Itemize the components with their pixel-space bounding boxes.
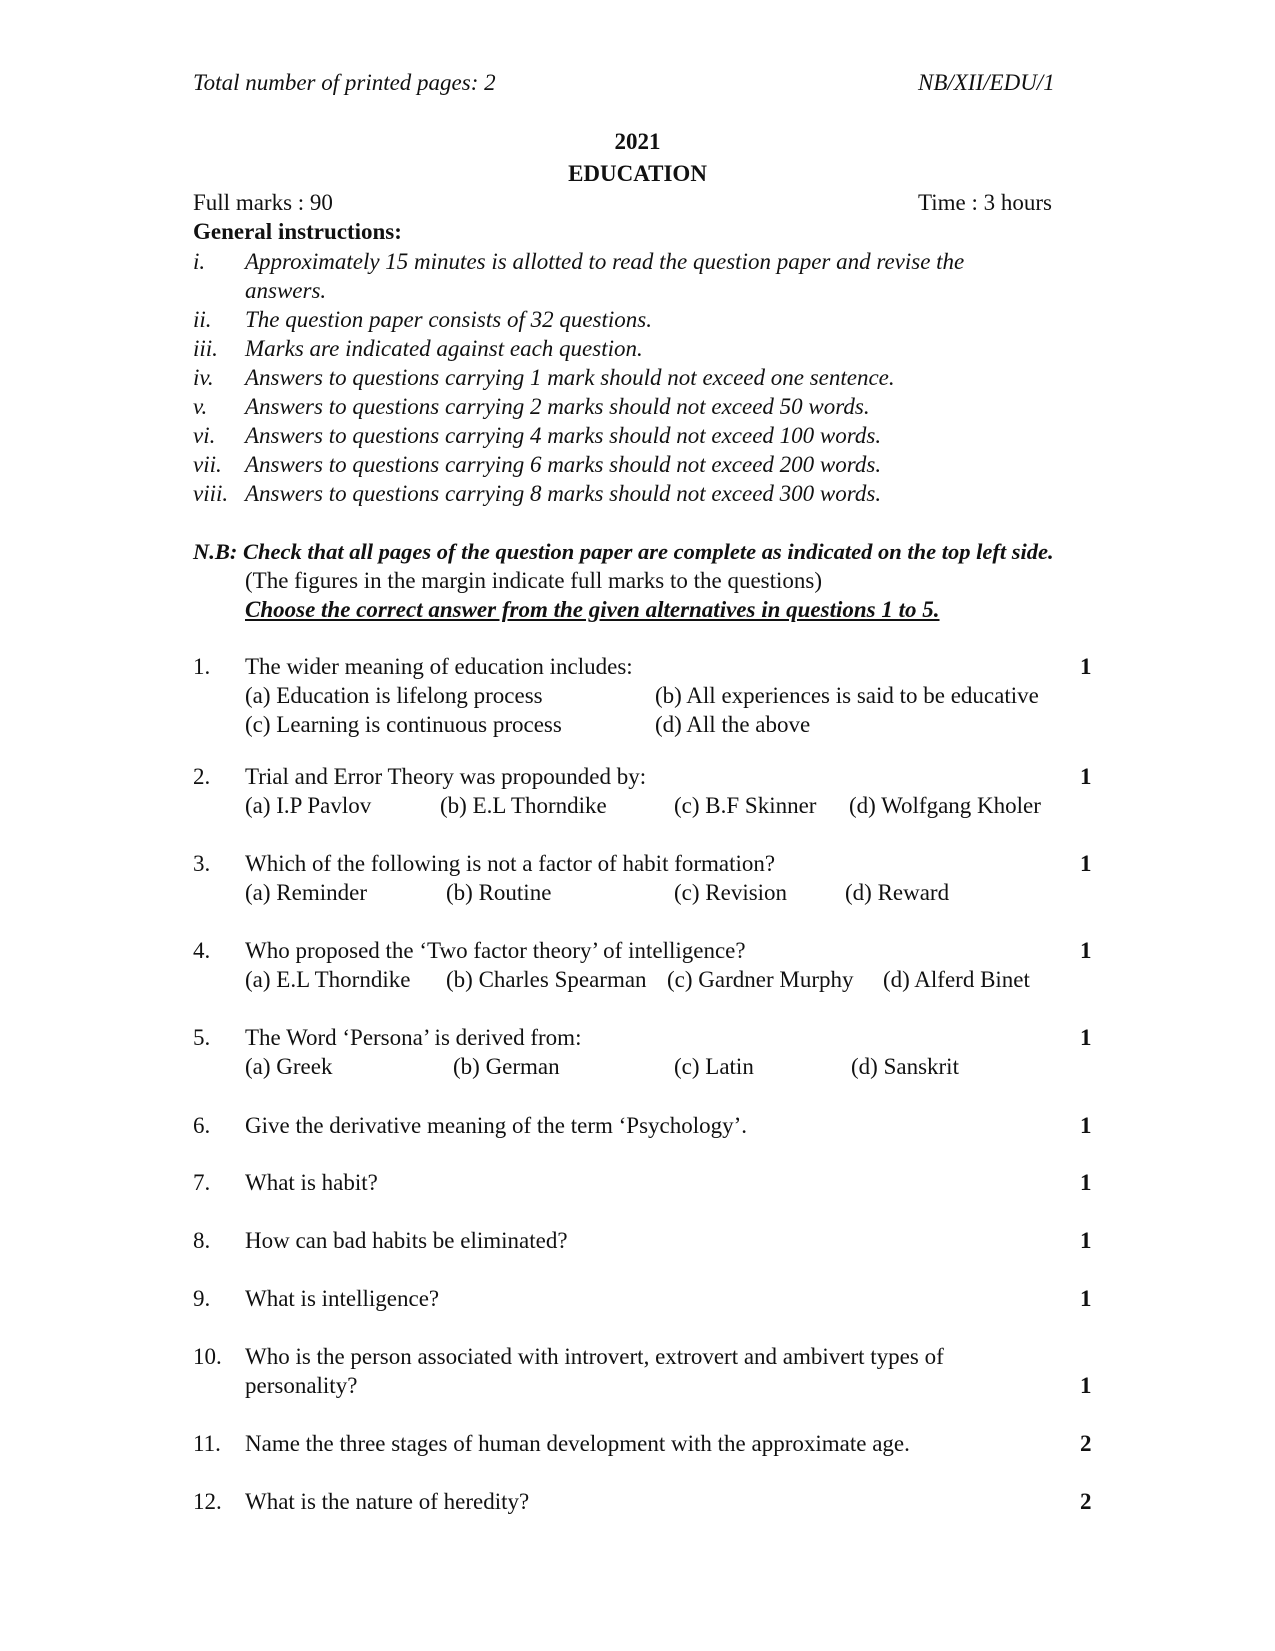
exam-year: 2021 [614, 129, 661, 154]
question-text: The Word ‘Persona’ is derived from: [245, 1025, 582, 1050]
question-text: Which of the following is not a factor of habit formation? [245, 851, 776, 876]
printed-pages-note: Total number of printed pages: 2 [193, 70, 496, 95]
instruction-num: i. [193, 249, 206, 274]
question-text: What is the nature of heredity? [245, 1489, 530, 1514]
instruction-text: Answers to questions carrying 4 marks should not exceed 100 words. [245, 423, 882, 448]
option-c: (c) Revision [674, 880, 788, 905]
option-a: (a) Education is lifelong process [245, 683, 543, 708]
option-b: (b) German [453, 1054, 560, 1079]
instruction-text: The question paper consists of 32 questions. [245, 307, 652, 332]
exam-subject: EDUCATION [568, 161, 707, 186]
option-b: (b) E.L Thorndike [440, 793, 607, 818]
option-c: (c) B.F Skinner [674, 793, 817, 818]
question-text-cont: personality? [245, 1373, 358, 1398]
instruction-num: vii. [193, 452, 222, 477]
question-text: How can bad habits be eliminated? [245, 1228, 568, 1253]
margin-note: (The figures in the margin indicate full marks to the questions) [245, 568, 822, 593]
option-a: (a) Reminder [245, 880, 367, 905]
question-marks: 1 [1080, 1373, 1092, 1398]
instructions-heading: General instructions: [193, 219, 402, 244]
question-text: Who proposed the ‘Two factor theory’ of intelligence? [245, 938, 746, 963]
option-b: (b) All experiences is said to be educative [655, 683, 1039, 708]
question-marks: 2 [1080, 1489, 1092, 1514]
option-a: (a) Greek [245, 1054, 333, 1079]
option-d: (d) Alferd Binet [883, 967, 1030, 992]
question-number: 6. [193, 1113, 211, 1138]
option-a: (a) E.L Thorndike [245, 967, 411, 992]
instruction-text: Answers to questions carrying 1 mark should not exceed one sentence. [245, 365, 895, 390]
question-marks: 1 [1080, 654, 1092, 679]
question-marks: 2 [1080, 1431, 1092, 1456]
option-d: (d) All the above [655, 712, 811, 737]
instruction-num: v. [193, 394, 208, 419]
option-d: (d) Reward [845, 880, 950, 905]
option-d: (d) Wolfgang Kholer [849, 793, 1041, 818]
instruction-num: ii. [193, 307, 212, 332]
paper-code: NB/XII/EDU/1 [918, 70, 1055, 95]
question-text: Give the derivative meaning of the term ‘Psychology’. [245, 1113, 748, 1138]
option-a: (a) I.P Pavlov [245, 793, 372, 818]
option-c: (c) Gardner Murphy [667, 967, 854, 992]
question-text: The wider meaning of education includes: [245, 654, 633, 679]
question-number: 11. [193, 1431, 221, 1456]
question-marks: 1 [1080, 1113, 1092, 1138]
option-c: (c) Latin [674, 1054, 754, 1079]
question-number: 1. [193, 654, 211, 679]
question-marks: 1 [1080, 1286, 1092, 1311]
question-marks: 1 [1080, 851, 1092, 876]
nb-note: N.B: Check that all pages of the question paper are complete as indicated on the top left side. [193, 539, 1054, 564]
question-number: 9. [193, 1286, 211, 1311]
question-number: 7. [193, 1170, 211, 1195]
question-marks: 1 [1080, 1025, 1092, 1050]
question-text: Trial and Error Theory was propounded by: [245, 764, 647, 789]
question-marks: 1 [1080, 1228, 1092, 1253]
instruction-text: Answers to questions carrying 2 marks should not exceed 50 words. [245, 394, 870, 419]
question-number: 8. [193, 1228, 211, 1253]
question-text: Who is the person associated with introvert, extrovert and ambivert types of [245, 1344, 944, 1369]
choose-instruction: Choose the correct answer from the given alternatives in questions 1 to 5. [245, 597, 940, 622]
instruction-text: Answers to questions carrying 6 marks should not exceed 200 words. [245, 452, 882, 477]
instruction-text: Marks are indicated against each question. [245, 336, 643, 361]
option-d: (d) Sanskrit [851, 1054, 959, 1079]
question-number: 12. [193, 1489, 222, 1514]
option-b: (b) Routine [446, 880, 552, 905]
question-number: 10. [193, 1344, 222, 1369]
question-number: 5. [193, 1025, 211, 1050]
question-marks: 1 [1080, 938, 1092, 963]
question-number: 2. [193, 764, 211, 789]
full-marks: Full marks : 90 [193, 190, 333, 215]
question-text: What is habit? [245, 1170, 378, 1195]
instruction-num: vi. [193, 423, 216, 448]
option-c: (c) Learning is continuous process [245, 712, 562, 737]
question-text: What is intelligence? [245, 1286, 440, 1311]
question-marks: 1 [1080, 1170, 1092, 1195]
question-marks: 1 [1080, 764, 1092, 789]
question-number: 4. [193, 938, 211, 963]
instruction-text-cont: answers. [245, 278, 327, 303]
option-b: (b) Charles Spearman [446, 967, 647, 992]
instruction-text: Answers to questions carrying 8 marks should not exceed 300 words. [245, 481, 882, 506]
question-number: 3. [193, 851, 211, 876]
instruction-num: viii. [193, 481, 229, 506]
instruction-num: iv. [193, 365, 214, 390]
exam-time: Time : 3 hours [918, 190, 1052, 215]
instruction-text: Approximately 15 minutes is allotted to read the question paper and revise the [245, 249, 965, 274]
question-text: Name the three stages of human development with the approximate age. [245, 1431, 910, 1456]
instruction-num: iii. [193, 336, 218, 361]
